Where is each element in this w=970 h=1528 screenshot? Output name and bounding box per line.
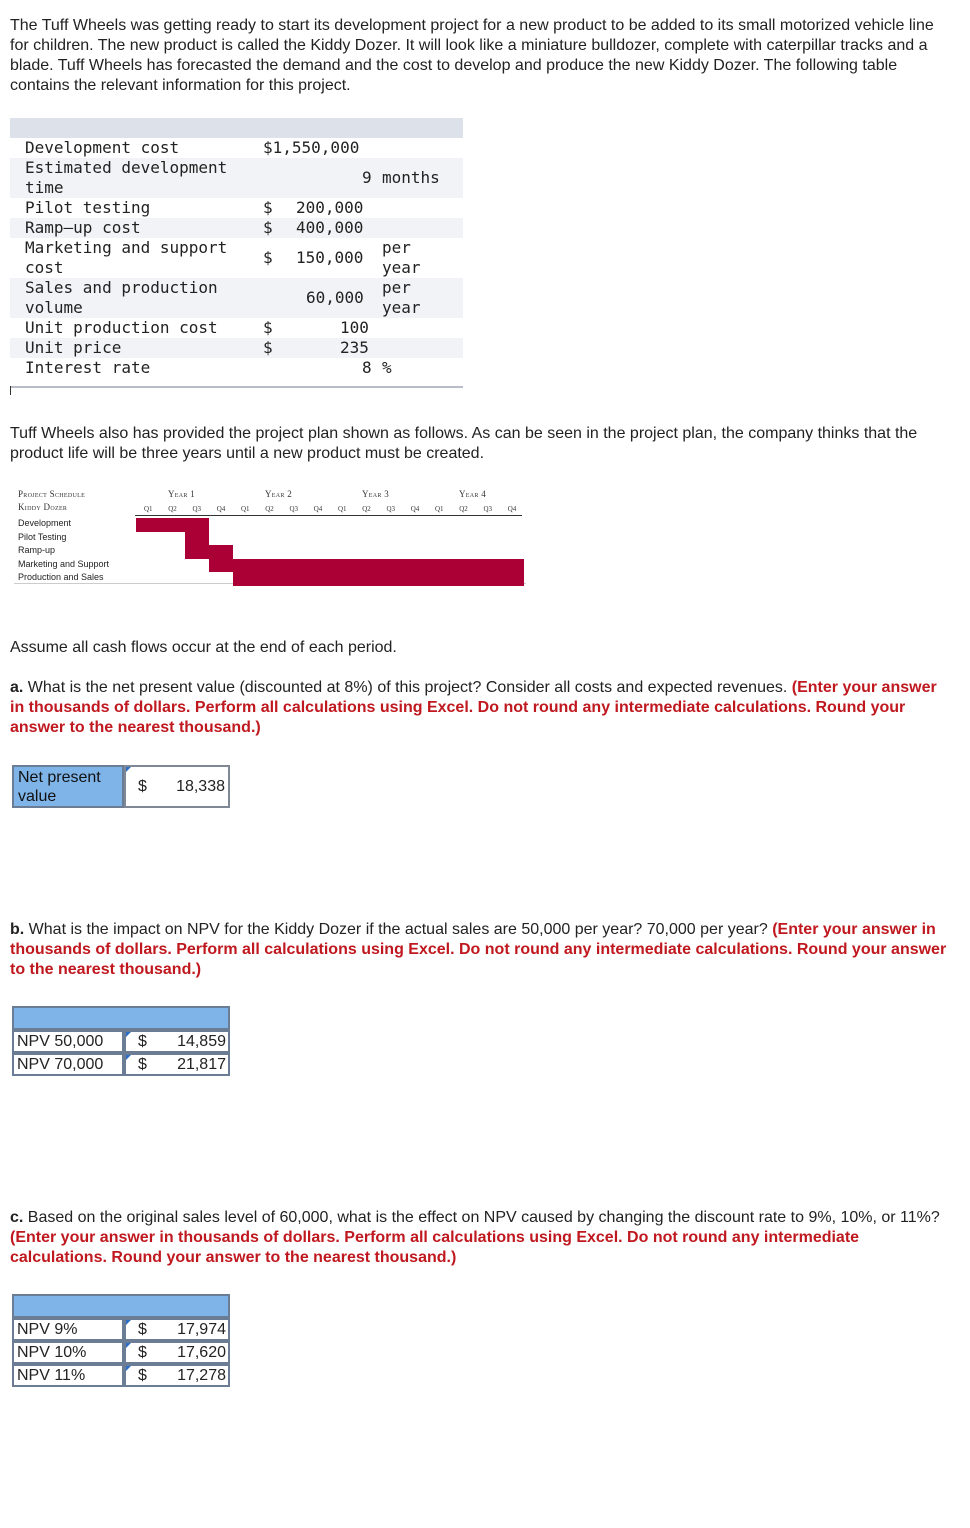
currency-symbol: $	[138, 1367, 147, 1384]
npv-10-label: NPV 10%	[12, 1341, 124, 1364]
question-a-instructions: (Enter your answer in thousands of dollars. Perform all calculations using Excel. Do not round any intermediate calculations. Round your answer to the nearest thousand.)	[10, 679, 937, 736]
table-row	[10, 238, 463, 278]
question-b-text: What is the impact on NPV for the Kiddy Dozer if the actual sales are 50,000 per year? 70,000 per year?	[24, 921, 773, 938]
row-label: Unit production cost	[25, 318, 218, 337]
npv-9-label: NPV 9%	[12, 1318, 124, 1341]
gantt-quarter-label: Q1	[241, 505, 250, 513]
table-row	[10, 158, 463, 198]
assumption-text: Assume all cash flows occur at the end of each period.	[10, 639, 397, 656]
npv-label-cell: Net present value	[12, 765, 124, 808]
question-a-text: What is the net present value (discounted at 8%) of this project? Consider all costs and expected revenues.	[23, 679, 792, 696]
row-label: Sales and production volume	[25, 278, 218, 317]
cell-marker	[126, 767, 131, 772]
row-value: 60,000	[306, 288, 364, 307]
row-label: Marketing and support cost	[25, 238, 228, 277]
currency-symbol: $	[138, 1056, 147, 1073]
gantt-task-label: Development	[18, 518, 72, 528]
gantt-bar	[136, 518, 209, 532]
gantt-task-label: Marketing and Support	[18, 558, 110, 569]
gantt-title: Project Schedule	[18, 489, 86, 499]
row-value: 8	[362, 358, 372, 377]
npv-9-value: 17,974	[177, 1321, 226, 1338]
row-value: 235	[340, 338, 369, 357]
question-c	[10, 1208, 955, 1268]
row-label: Ramp–up cost	[25, 218, 141, 237]
question-c-instructions: (Enter your answer in thousands of dollars. Perform all calculations using Excel. Do not round any intermediate calculations. Round your answer to the nearest thousand.)	[10, 1229, 860, 1266]
npv-10-field[interactable]	[124, 1341, 230, 1364]
gantt-quarter-label: Q2	[362, 505, 371, 513]
plan-paragraph: Tuff Wheels also has provided the project plan shown as follows. As can be seen in the project plan, the company thinks that the product life will be three years until a new product must be created.	[10, 425, 918, 462]
row-value: 400,000	[296, 218, 364, 237]
question-b-instructions: (Enter your answer in thousands of dollars. Perform all calculations using Excel. Do not round any intermediate calculations. Round your answer to the nearest thousand.)	[10, 921, 947, 978]
question-b	[10, 920, 955, 980]
row-unit: per year	[382, 278, 421, 317]
row-label: Unit price	[25, 338, 122, 357]
npv-50000-field[interactable]	[124, 1030, 230, 1053]
project-schedule-gantt	[14, 485, 526, 587]
table-row	[10, 138, 463, 158]
question-c-text: Based on the original sales level of 60,000, what is the effect on NPV caused by changing the discount rate to 9%, 10%, or 11%?	[23, 1209, 940, 1226]
currency-symbol: $	[138, 777, 147, 795]
cell-marker	[126, 1032, 131, 1037]
table-row	[10, 218, 463, 238]
row-label: Pilot testing	[25, 198, 151, 217]
question-a-label: a.	[10, 679, 24, 696]
gantt-year-label: Year 1	[168, 489, 196, 499]
gantt-task-label: Pilot Testing	[18, 531, 67, 542]
question-a	[10, 678, 955, 738]
npv-70000-value: 21,817	[177, 1056, 226, 1073]
currency-symbol: $	[138, 1344, 147, 1361]
table-row	[10, 278, 463, 318]
row-dollar: $	[263, 198, 273, 217]
table-bottom-rule	[10, 386, 463, 388]
npv-11-field[interactable]	[124, 1364, 230, 1387]
row-dollar: $	[263, 318, 273, 337]
npv-10-value: 17,620	[177, 1344, 226, 1361]
npv-11-value: 17,278	[177, 1367, 226, 1384]
row-value: 100	[340, 318, 369, 337]
currency-symbol: $	[138, 1033, 147, 1050]
project-info-table	[10, 118, 463, 395]
row-value: $1,550,000	[263, 138, 360, 157]
npv-answer-field[interactable]	[124, 765, 230, 808]
cell-marker	[126, 1320, 131, 1325]
question-b-label: b.	[10, 921, 25, 938]
npv-70000-label: NPV 70,000	[12, 1053, 124, 1076]
gantt-quarter-label: Q4	[313, 505, 323, 513]
currency-symbol: $	[138, 1321, 147, 1338]
gantt-bar	[233, 572, 524, 586]
gantt-task-label: Ramp-up	[18, 545, 56, 555]
gantt-quarter-label: Q1	[144, 505, 153, 513]
row-dollar: $	[263, 248, 273, 267]
row-dollar: $	[263, 218, 273, 237]
gantt-quarter-label: Q3	[192, 505, 202, 513]
table-row	[10, 358, 463, 378]
npv-9-field[interactable]	[124, 1318, 230, 1341]
cell-marker	[126, 1343, 131, 1348]
gantt-header-rule	[135, 515, 522, 516]
table-row	[10, 338, 463, 358]
gantt-quarter-label: Q3	[289, 505, 299, 513]
gantt-bar	[185, 532, 209, 546]
row-unit: %	[382, 358, 392, 377]
gantt-bar	[209, 559, 524, 573]
row-unit: per year	[382, 238, 421, 277]
gantt-task-label: Production and Sales	[18, 572, 104, 582]
row-label: Interest rate	[25, 358, 151, 377]
table-row	[10, 318, 463, 338]
gantt-quarter-label: Q3	[483, 505, 493, 513]
gantt-quarter-label: Q4	[216, 505, 226, 513]
row-dollar: $	[263, 338, 273, 357]
npv-answer-value: 18,338	[176, 777, 225, 795]
row-value: 9	[362, 168, 372, 187]
row-value: 150,000	[296, 248, 364, 267]
table-b-header	[12, 1006, 230, 1030]
row-value: 200,000	[296, 198, 364, 217]
table-header	[10, 118, 463, 138]
gantt-quarter-label: Q2	[265, 505, 274, 513]
gantt-year-label: Year 2	[265, 489, 293, 499]
question-c-label: c.	[10, 1209, 24, 1226]
gantt-year-label: Year 3	[362, 489, 390, 499]
npv-50000-label: NPV 50,000	[12, 1030, 124, 1053]
gantt-quarter-label: Q2	[459, 505, 468, 513]
gantt-subtitle: Kiddy Dozer	[18, 502, 68, 512]
gantt-quarter-label: Q2	[168, 505, 177, 513]
npv-50000-value: 14,859	[177, 1033, 226, 1050]
gantt-quarter-label: Q4	[507, 505, 517, 513]
gantt-quarter-label: Q1	[338, 505, 347, 513]
cell-marker	[126, 1366, 131, 1371]
gantt-quarter-label: Q4	[410, 505, 420, 513]
intro-paragraph: The Tuff Wheels was getting ready to start its development project for a new product to be added to its small motorized vehicle line for children. The new product is called the Kiddy Dozer. It will look like a miniature bulldozer, complete with caterpillar tracks and a blade. Tuff Wheels has forecasted the demand and the cost to develop and produce the new Kiddy Dozer. The following table contains the relevant information for this project.	[10, 17, 934, 94]
gantt-bar	[185, 545, 234, 559]
table-bottom-tick	[10, 386, 11, 395]
gantt-quarter-label: Q3	[386, 505, 396, 513]
gantt-year-label: Year 4	[459, 489, 487, 499]
npv-11-label: NPV 11%	[12, 1364, 124, 1387]
gantt-quarter-label: Q1	[435, 505, 444, 513]
row-label: Estimated development time	[25, 158, 228, 197]
row-label: Development cost	[25, 138, 180, 157]
cell-marker	[126, 1055, 131, 1060]
table-row	[10, 198, 463, 218]
table-c-header	[12, 1294, 230, 1318]
npv-70000-field[interactable]	[124, 1053, 230, 1076]
row-unit: months	[382, 168, 440, 187]
